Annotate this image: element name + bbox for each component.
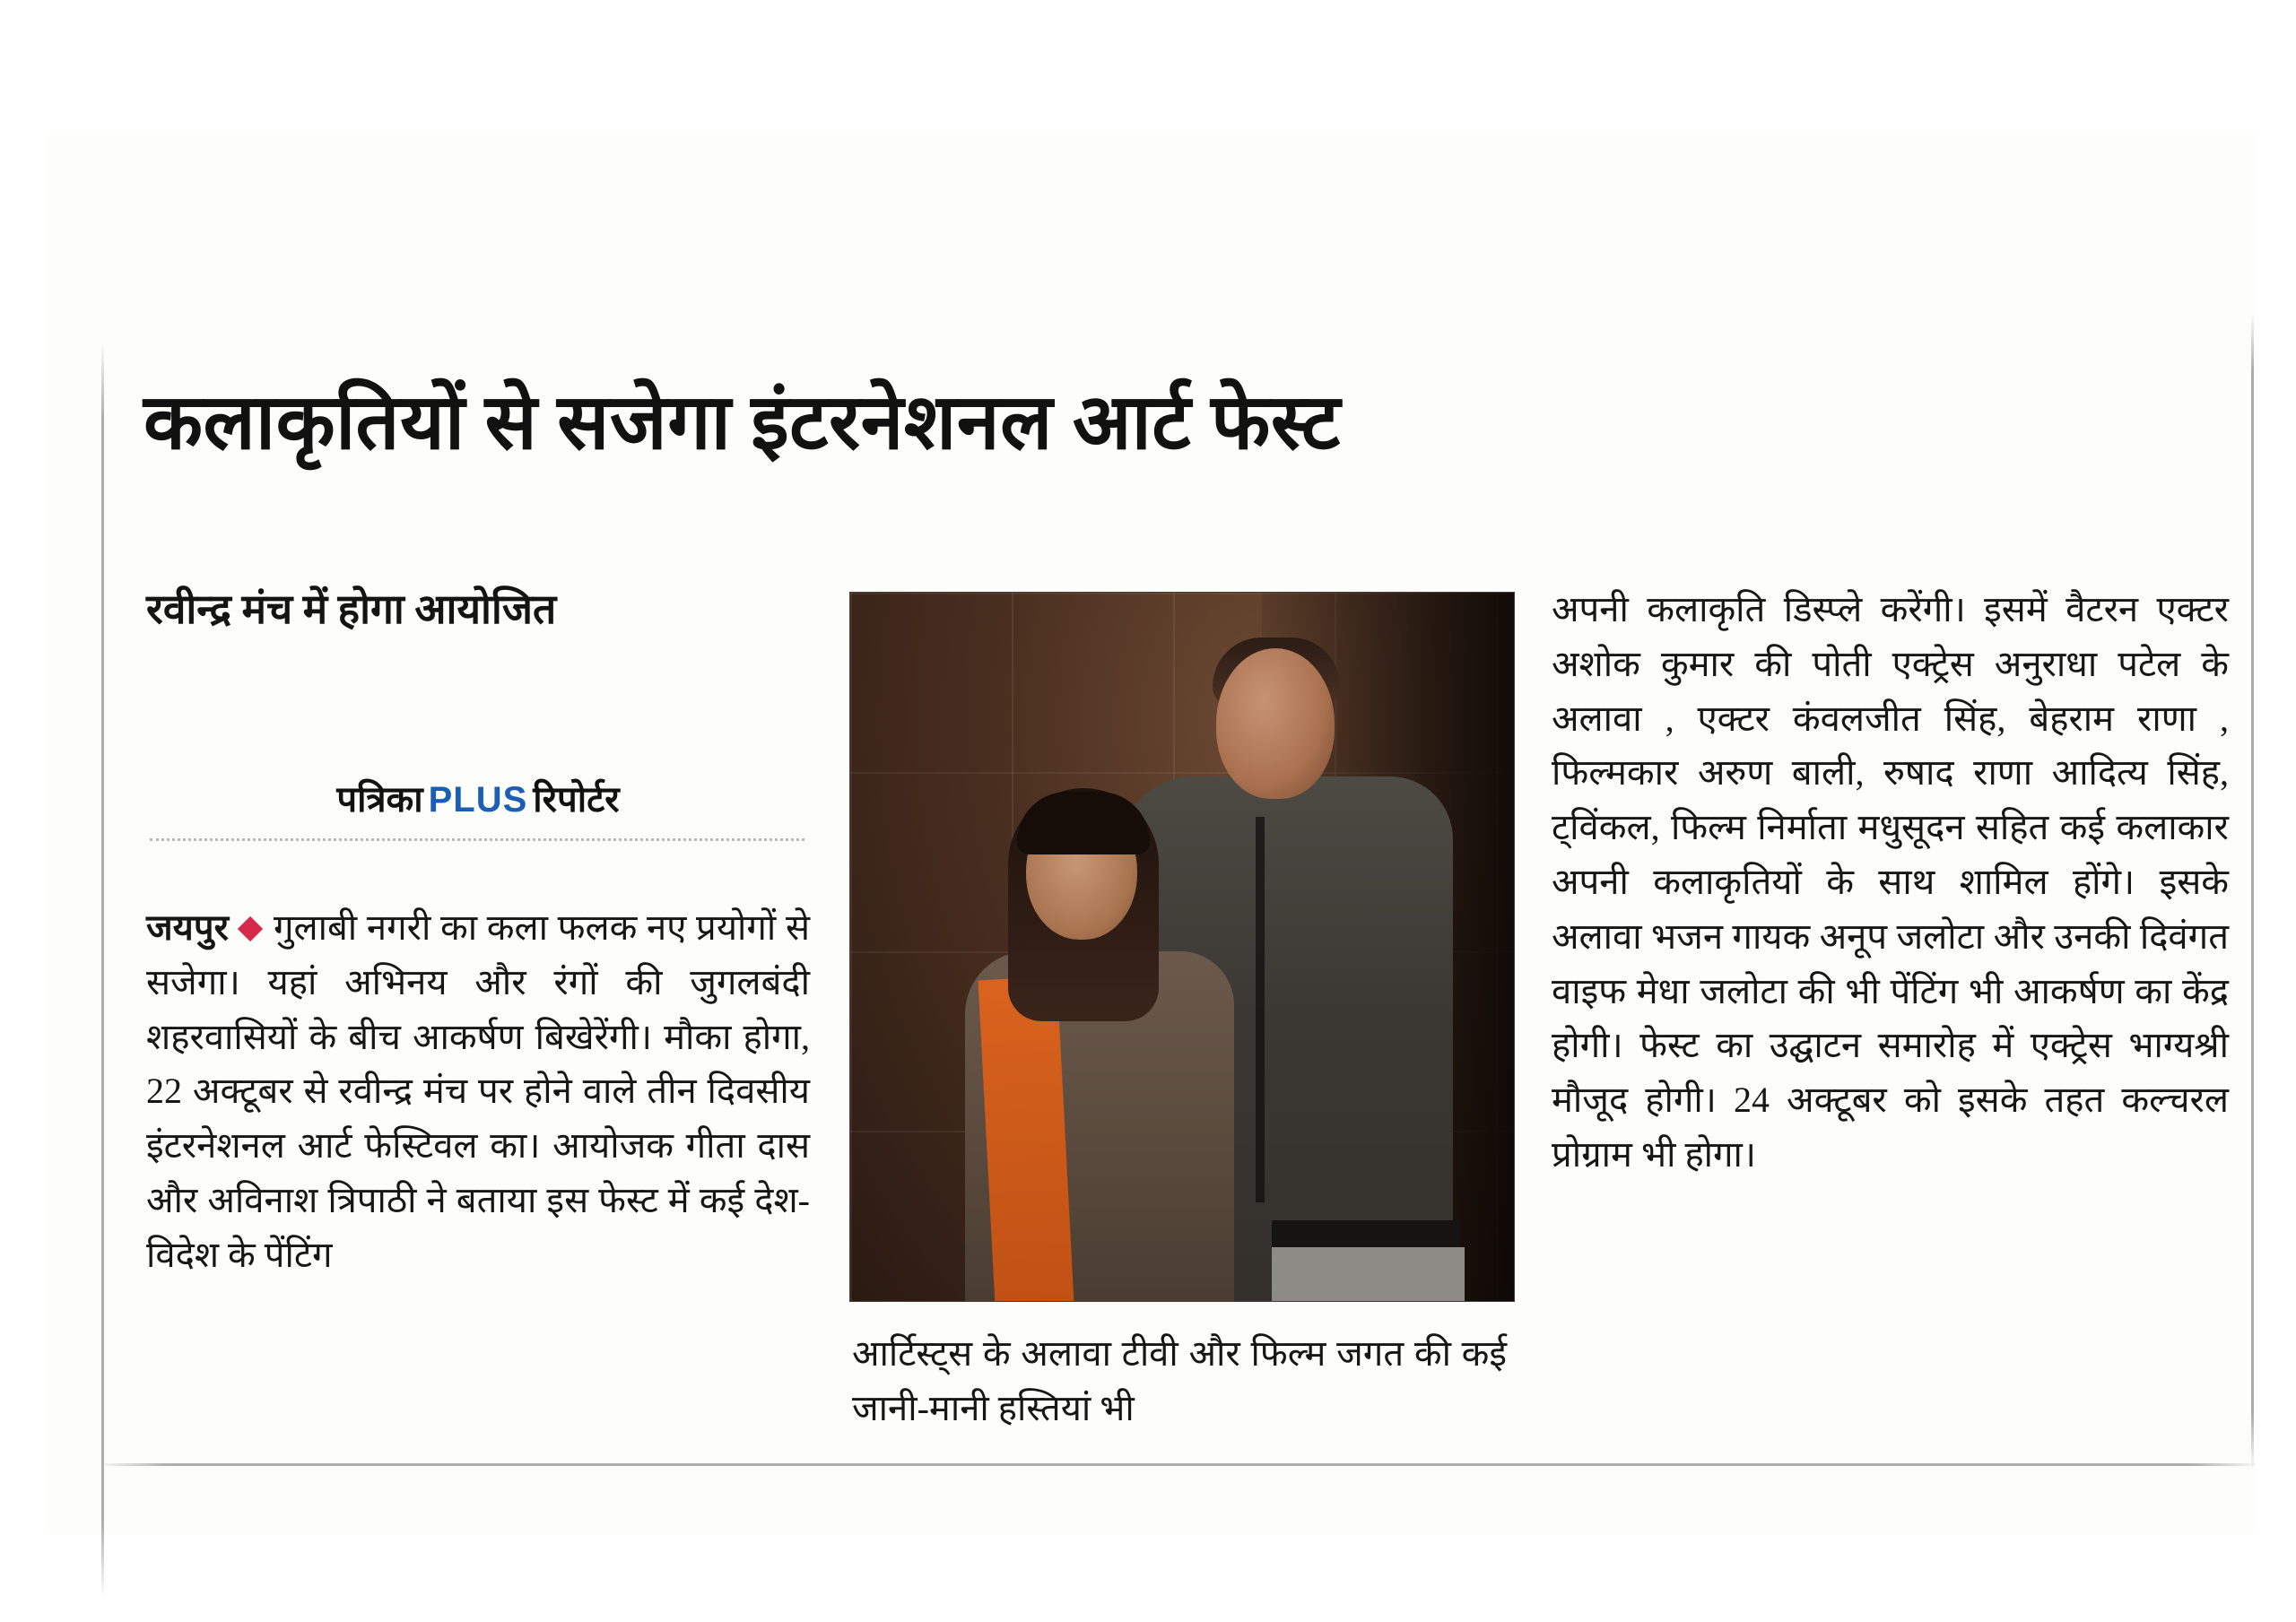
byline-role: रिपोर्टर bbox=[533, 779, 620, 820]
byline bbox=[146, 773, 810, 822]
body-text-left: गुलाबी नगरी का कला फलक नए प्रयोगों से सजेगा। यहां अभिनय और रंगों की जुगलबंदी शहरवासियों के बीच आकर्षण बिखेरेंगी। मौका होगा, 22 अक्टूबर से रवीन्द्र मंच पर होने वाले तीन दिवसीय इंटरनेशनल आर्ट फेस्टिवल का। आयोजक गीता दास और अविनाश त्रिपाठी ने बताया इस फेस्ट में कई देश-विदेश के पेंटिंग bbox=[146, 907, 810, 1275]
body-column-middle: आर्टिस्ट्स के अलावा टीवी और फिल्म जगत की कई जानी-मानी हस्तियां भी bbox=[852, 1333, 1507, 1428]
article-photo bbox=[849, 592, 1515, 1302]
photo-background bbox=[850, 593, 1514, 1301]
diamond-bullet-icon bbox=[238, 916, 263, 941]
photo-man-belt bbox=[1272, 1220, 1460, 1251]
clipping-edge-right bbox=[2251, 314, 2254, 1470]
body-column-right: अपनी कलाकृति डिस्प्ले करेंगी। इसमें वैटरन एक्टर अशोक कुमार की पोती एक्ट्रेस अनुराधा पटेल के अलावा , एक्टर कंवलजीत सिंह, बेहराम राणा , फिल्मकार अरुण बाली, रुषाद राणा आदित्य सिंह, ट्विंकल, फिल्म निर्माता मधुसूदन सहित कई कलाकार अपनी कलाकृतियों के साथ शामिल होंगे। इसके अलावा भजन गायक अनूप जलोटा और उनकी दिवंगत वाइफ मेधा जलोटा की भी पेंटिंग भी आकर्षण का केंद्र होगी। फेस्ट का उद्घाटन समारोह में एक्ट्रेस भाग्यश्री मौजूद होगी। 24 अक्टूबर को इसके तहत कल्चरल प्रोग्राम भी होगा। bbox=[1552, 589, 2229, 1175]
article-subhead: रवीन्द्र मंच में होगा आयोजित bbox=[146, 586, 557, 632]
byline-divider bbox=[150, 838, 804, 841]
newspaper-clipping bbox=[49, 134, 2256, 1533]
byline-publication: पत्रिका bbox=[336, 779, 423, 820]
body-column-left bbox=[146, 901, 810, 1283]
byline-brand: PLUS bbox=[428, 780, 528, 820]
dateline: जयपुर bbox=[146, 907, 229, 948]
clipping-edge-bottom bbox=[103, 1463, 2256, 1466]
photo-man-shirt-placket bbox=[1256, 817, 1265, 1202]
photo-man-trousers bbox=[1272, 1247, 1465, 1302]
clipping-edge-left bbox=[101, 343, 104, 1598]
photo-woman-hair-front bbox=[1017, 792, 1150, 854]
article-headline: कलाकृतियों से सजेगा इंटरनेशनल आर्ट फेस्ट bbox=[144, 379, 1341, 465]
photo-man-head bbox=[1216, 648, 1335, 799]
